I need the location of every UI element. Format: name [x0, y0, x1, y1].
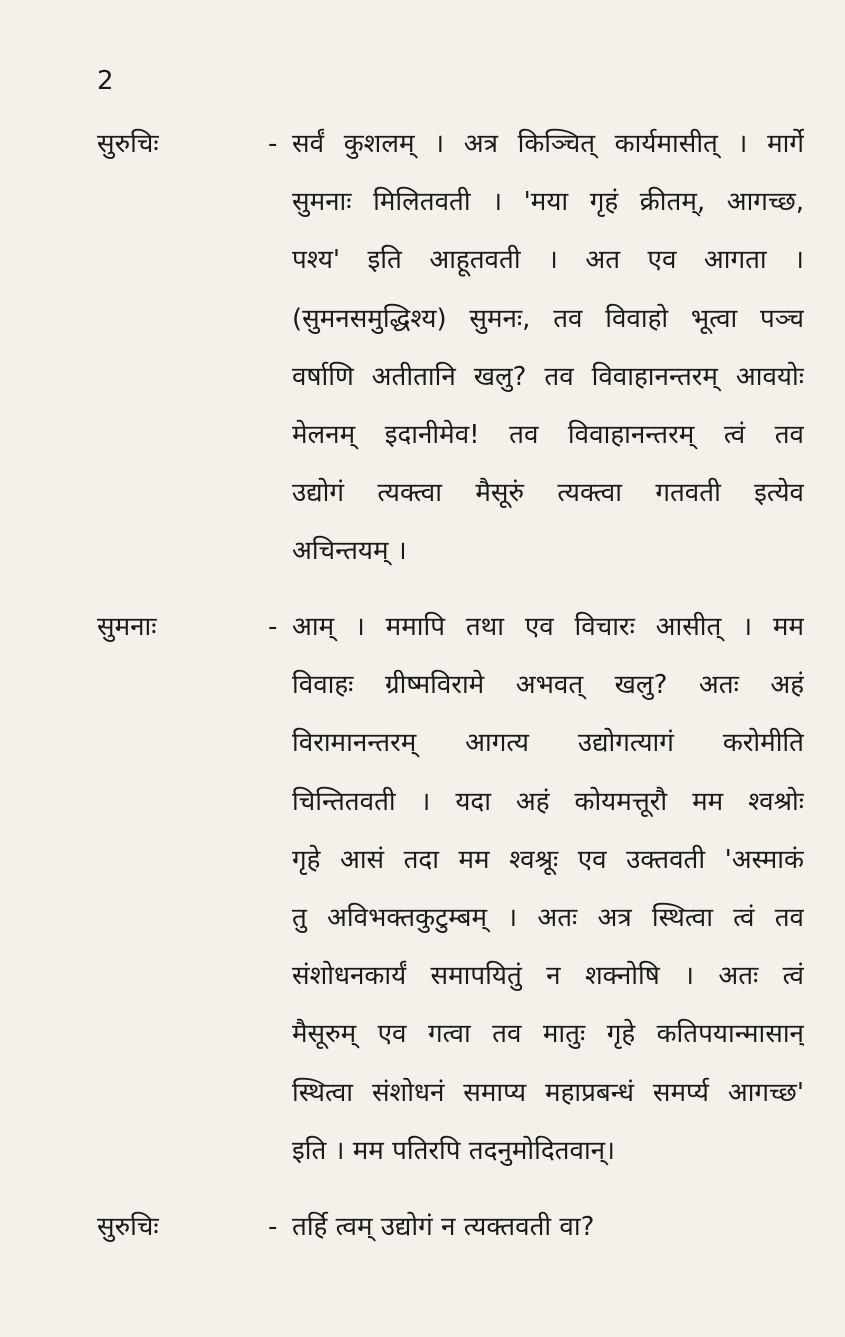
- text-line: मैसूरुम् एव गत्वा तव मातुः गृहे कतिपयान्मासान्: [292, 1019, 804, 1050]
- text-line: विरामानन्तरम् आगत्य उद्योगत्यागं करोमीति: [292, 728, 804, 759]
- speaker-dash: -: [268, 129, 278, 159]
- text-line: संशोधनकार्यं समापयितुं न शक्नोषि । अतः त्वं: [292, 961, 804, 992]
- page-number: 2: [97, 66, 114, 96]
- text-line: आम् । ममापि तथा एव विचारः आसीत् । मम: [292, 612, 804, 642]
- speaker-name: सुरुचिः: [97, 129, 159, 159]
- text-line: मेलनम् इदानीमेव! तव विवाहानन्तरम् त्वं तव: [292, 419, 804, 450]
- speaker-dash: -: [268, 1212, 278, 1242]
- text-line: अचिन्तयम् ।: [292, 536, 407, 567]
- text-line: वर्षाणि अतीतानि खलु? तव विवाहानन्तरम् आवयोः: [292, 361, 804, 392]
- text-line: सुमनाः मिलितवती । 'मया गृहं क्रीतम्, आगच्छ,: [292, 187, 804, 218]
- text-line: (सुमनसमुद्धिश्य) सुमनः, तव विवाहो भूत्वा पञ्च: [292, 303, 804, 334]
- dialogue-text: [292, 1198, 804, 1256]
- text-line: गृहे आसं तदा मम श्वश्रूः एव उक्तवती 'अस्माकं: [292, 844, 804, 875]
- text-line: विवाहः ग्रीष्मविरामे अभवत् खलु? अतः अहं: [292, 670, 804, 701]
- text-line: पश्य' इति आहूतवती । अत एव आगता ।: [292, 245, 804, 276]
- speaker-dash: -: [268, 612, 278, 642]
- text-line: तु अविभक्तकुटुम्बम् । अतः अत्र स्थित्वा त्वं तव: [292, 902, 804, 933]
- dialogue-text: [292, 598, 804, 1180]
- text-line: तर्हि त्वम् उद्योगं न त्यक्तवती वा?: [292, 1212, 595, 1242]
- dialogue-text: [292, 115, 804, 581]
- text-line: इति । मम पतिरपि तदनुमोदितवान्।: [292, 1135, 615, 1166]
- speaker-name: सुरुचिः: [97, 1212, 159, 1242]
- text-line: सर्वं कुशलम् । अत्र किञ्चित् कार्यमासीत् । मार्गे: [292, 129, 804, 159]
- text-line: चिन्तितवती । यदा अहं कोयमत्तूरौ मम श्वश्रोः: [292, 786, 804, 817]
- text-line: उद्योगं त्यक्त्वा मैसूरुं त्यक्त्वा गतवती इत्येव: [292, 478, 804, 509]
- text-line: स्थित्वा संशोधनं समाप्य महाप्रबन्धं समर्प्य आगच्छ': [292, 1077, 804, 1108]
- speaker-name: सुमनाः: [97, 612, 157, 642]
